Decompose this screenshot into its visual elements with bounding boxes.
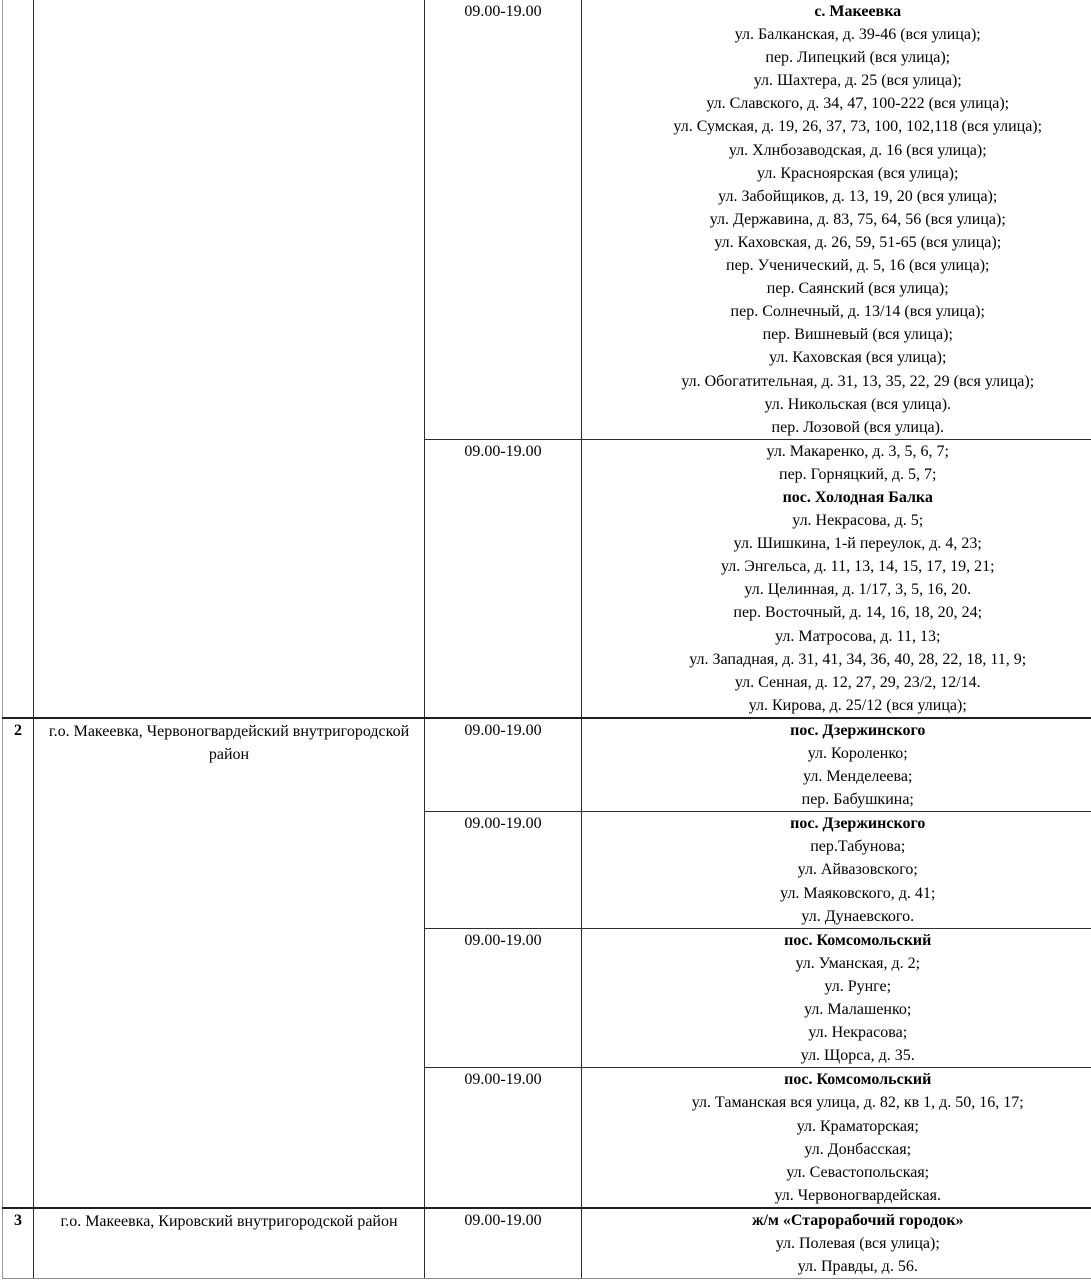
- settlement-header: ж/м «Старорабочий городок»: [751, 1211, 964, 1229]
- street-line: ул. Целинная, д. 1/17, 3, 5, 16, 20.: [744, 581, 972, 599]
- street-line: ул. Шахтера, д. 25 (вся улица);: [753, 72, 962, 90]
- street-line: ул. Щорса, д. 35.: [800, 1047, 915, 1065]
- street-line: пер. Восточный, д. 14, 16, 18, 20, 24;: [733, 604, 983, 622]
- time-cell: 09.00-19.00: [425, 1208, 582, 1279]
- settlement-header: пос. Дзержинского: [790, 815, 926, 833]
- street-line: ул. Красноярская (вся улица);: [757, 164, 959, 182]
- street-line: пер. Липецкий (вся улица);: [765, 49, 951, 67]
- street-line: ул. Кирова, д. 25/12 (вся улица);: [748, 696, 967, 714]
- time-cell: 09.00-19.00: [425, 1068, 582, 1208]
- street-line: ул. Каховская (вся улица);: [769, 349, 947, 367]
- row-number: [3, 0, 34, 718]
- time-cell: 09.00-19.00: [425, 0, 582, 439]
- street-line: пер. Саянский (вся улица);: [766, 280, 949, 298]
- row-number: 2: [3, 718, 34, 1208]
- street-line: ул. Некрасова;: [808, 1024, 908, 1042]
- district-name: г.о. Макеевка, Кировский внутригородской район: [34, 1208, 425, 1279]
- streets-cell: [582, 718, 1091, 812]
- street-line: ул. Хлнбозаводская, д. 16 (вся улица);: [728, 141, 987, 159]
- street-line: ул. Айвазовского;: [797, 861, 918, 879]
- district-name: г.о. Макеевка, Червоногвардейский внутригородской район: [34, 718, 425, 1208]
- street-line: ул. Малашенко;: [804, 1001, 912, 1019]
- street-line: пер. Солнечный, д. 13/14 (вся улица);: [730, 303, 985, 321]
- street-line: ул. Балканская, д. 39-46 (вся улица);: [734, 26, 981, 44]
- street-line: пер.Табунова;: [810, 838, 906, 856]
- street-line: ул. Краматорская;: [796, 1117, 919, 1135]
- street-line: ул. Короленко;: [807, 745, 908, 762]
- street-line: ул. Полевая (вся улица);: [775, 1234, 940, 1252]
- settlement-header: пос. Комсомольский: [784, 931, 932, 949]
- schedule-table: [2, 0, 1091, 1279]
- settlement-header: пос. Дзержинского: [790, 721, 926, 739]
- street-line: ул. Донбасская;: [804, 1140, 912, 1158]
- time-cell: 09.00-19.00: [425, 718, 582, 812]
- street-line: ул. Забойщиков, д. 13, 19, 20 (вся улица);: [718, 187, 998, 205]
- street-line: ул. Таманская вся улица, д. 82, кв 1, д. 50, 16, 17;: [691, 1094, 1024, 1112]
- streets-cell: [582, 439, 1091, 718]
- district-name: [34, 0, 425, 718]
- settlement-header: пос. Холодная Балка: [782, 488, 933, 506]
- street-line: ул. Уманская, д. 2;: [795, 954, 921, 972]
- streets-cell: [582, 1068, 1091, 1208]
- street-line: ул. Некрасова, д. 5;: [792, 512, 924, 530]
- streets-cell: [582, 0, 1091, 439]
- street-line: ул. Правды, д. 56.: [797, 1258, 918, 1276]
- district-row: [3, 718, 1091, 812]
- street-line: ул. Обогатительная, д. 31, 13, 35, 22, 29 (вся улица);: [681, 372, 1035, 390]
- street-line: ул. Матросова, д. 11, 13;: [775, 627, 941, 645]
- street-line: пер. Горняцкий, д. 5, 7;: [779, 465, 937, 483]
- street-line: ул. Сумская, д. 19, 26, 37, 73, 100, 102,118 (вся улица);: [673, 118, 1043, 136]
- settlement-header: пос. Комсомольский: [784, 1071, 932, 1089]
- district-row: [3, 1208, 1091, 1279]
- street-line: пер. Вишневый (вся улица);: [762, 326, 953, 344]
- street-line: ул. Шишкина, 1-й переулок, д. 4, 23;: [733, 535, 982, 553]
- row-number: 3: [3, 1208, 34, 1279]
- street-line: ул. Никольская (вся улица).: [764, 395, 952, 413]
- schedule-body: [3, 0, 1091, 1279]
- street-line: ул. Дунаевского.: [801, 907, 915, 925]
- street-line: ул. Державина, д. 83, 75, 64, 56 (вся улица);: [709, 210, 1006, 228]
- street-line: ул. Менделеева;: [803, 768, 913, 786]
- street-line: пер. Лозовой (вся улица).: [771, 418, 944, 436]
- streets-cell: [582, 1208, 1091, 1279]
- street-line: ул. Энгельса, д. 11, 13, 14, 15, 17, 19, 21;: [720, 558, 995, 576]
- street-line: ул. Каховская, д. 26, 59, 51-65 (вся улица);: [714, 233, 1002, 251]
- street-line: ул. Сенная, д. 12, 27, 29, 23/2, 12/14.: [734, 673, 981, 691]
- streets-cell: [582, 928, 1091, 1068]
- district-row: [3, 0, 1091, 439]
- street-line: ул. Западная, д. 31, 41, 34, 36, 40, 28, 22, 18, 11, 9;: [689, 650, 1027, 668]
- street-line: ул. Севастопольская;: [786, 1163, 930, 1181]
- time-cell: 09.00-19.00: [425, 928, 582, 1068]
- street-line: ул. Рунге;: [824, 977, 892, 995]
- settlement-header: с. Макеевка: [814, 3, 902, 20]
- street-line: пер. Ученический, д. 5, 16 (вся улица);: [726, 257, 990, 275]
- street-line: ул. Макаренко, д. 3, 5, 6, 7;: [766, 442, 949, 460]
- street-line: ул. Славского, д. 34, 47, 100-222 (вся улица);: [706, 95, 1010, 113]
- time-cell: 09.00-19.00: [425, 812, 582, 928]
- street-line: пер. Бабушкина;: [801, 791, 914, 809]
- street-line: ул. Маяковского, д. 41;: [780, 884, 936, 902]
- streets-cell: [582, 812, 1091, 928]
- time-cell: 09.00-19.00: [425, 439, 582, 718]
- street-line: ул. Червоногвардейская.: [774, 1186, 941, 1204]
